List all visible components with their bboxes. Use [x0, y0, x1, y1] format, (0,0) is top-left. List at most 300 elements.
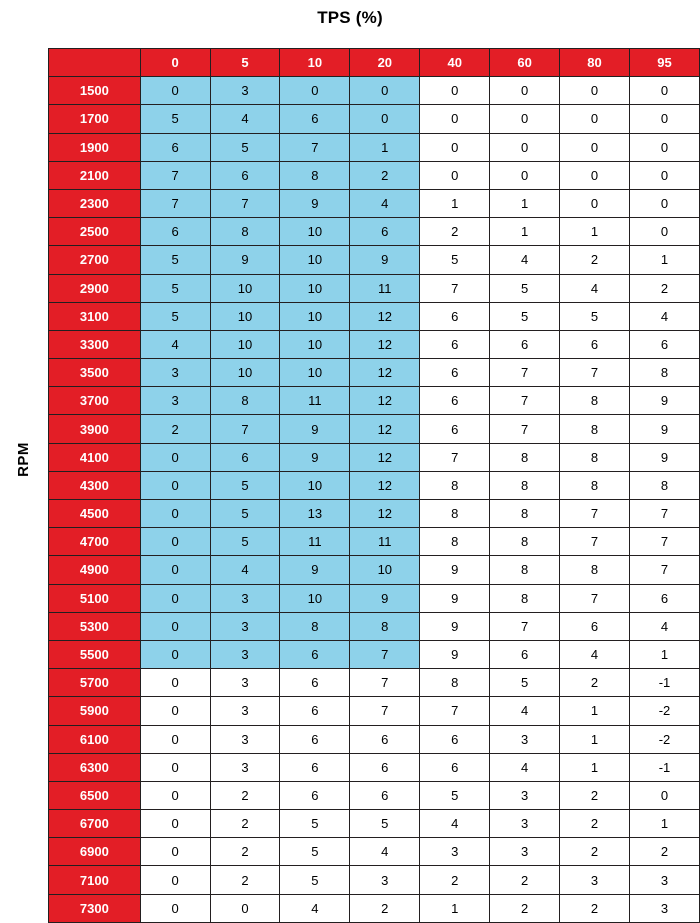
- table-cell: 7: [420, 443, 490, 471]
- table-cell: 11: [280, 387, 350, 415]
- row-header-rpm: 5100: [49, 584, 141, 612]
- table-cell: 7: [490, 359, 560, 387]
- table-cell: 7: [140, 161, 210, 189]
- row-header-rpm: 3700: [49, 387, 141, 415]
- row-header-rpm: 2100: [49, 161, 141, 189]
- table-row: [49, 781, 700, 809]
- table-corner-cell: [49, 49, 141, 77]
- table-row: [49, 246, 700, 274]
- table-cell: 6: [350, 753, 420, 781]
- table-cell: 8: [280, 161, 350, 189]
- table-row: [49, 640, 700, 668]
- table-cell: 10: [210, 302, 280, 330]
- table-cell: 8: [210, 218, 280, 246]
- table-cell: 1: [490, 189, 560, 217]
- column-header: 10: [280, 49, 350, 77]
- table-cell: 8: [629, 359, 699, 387]
- table-cell: 4: [280, 894, 350, 922]
- table-cell: 6: [350, 725, 420, 753]
- table-cell: 4: [560, 274, 630, 302]
- table-cell: 8: [420, 500, 490, 528]
- table-cell: 6: [210, 443, 280, 471]
- table-cell: 7: [420, 274, 490, 302]
- table-row: [49, 810, 700, 838]
- table-cell: 0: [350, 77, 420, 105]
- table-cell: 3: [490, 725, 560, 753]
- table-cell: 1: [629, 810, 699, 838]
- table-cell: 7: [420, 697, 490, 725]
- table-cell: 7: [350, 697, 420, 725]
- table-cell: 3: [350, 866, 420, 894]
- table-cell: 2: [210, 781, 280, 809]
- column-header: 95: [629, 49, 699, 77]
- row-header-rpm: 5500: [49, 640, 141, 668]
- table-cell: 4: [490, 697, 560, 725]
- table-cell: 5: [210, 500, 280, 528]
- table-cell: 9: [629, 443, 699, 471]
- table-cell: 3: [210, 697, 280, 725]
- table-cell: 9: [280, 415, 350, 443]
- table-cell: 6: [420, 415, 490, 443]
- table-cell: 0: [420, 161, 490, 189]
- table-cell: 0: [490, 161, 560, 189]
- table-cell: 0: [140, 753, 210, 781]
- table-cell: 3: [210, 612, 280, 640]
- table-cell: 6: [280, 697, 350, 725]
- table-cell: 12: [350, 359, 420, 387]
- table-cell: 1: [560, 753, 630, 781]
- table-cell: 6: [490, 640, 560, 668]
- table-cell: 11: [350, 528, 420, 556]
- table-cell: 10: [280, 302, 350, 330]
- row-header-rpm: 2700: [49, 246, 141, 274]
- table-cell: 5: [420, 246, 490, 274]
- table-cell: 5: [490, 302, 560, 330]
- table-cell: 10: [210, 330, 280, 358]
- table-cell: 7: [629, 556, 699, 584]
- table-cell: 7: [350, 640, 420, 668]
- table-cell: 8: [490, 556, 560, 584]
- table-cell: 2: [560, 810, 630, 838]
- table-cell: 2: [629, 838, 699, 866]
- table-body: [49, 77, 700, 923]
- table-cell: 7: [560, 528, 630, 556]
- column-header: 5: [210, 49, 280, 77]
- table-cell: 10: [280, 274, 350, 302]
- table-cell: 0: [629, 189, 699, 217]
- table-cell: 12: [350, 415, 420, 443]
- table-cell: 0: [629, 161, 699, 189]
- table-cell: 2: [350, 161, 420, 189]
- table-row: [49, 669, 700, 697]
- column-header: 20: [350, 49, 420, 77]
- table-cell: 6: [140, 218, 210, 246]
- table-cell: 4: [490, 246, 560, 274]
- table-cell: 0: [560, 189, 630, 217]
- table-cell: 0: [560, 161, 630, 189]
- table-cell: 7: [490, 612, 560, 640]
- table-cell: 3: [210, 725, 280, 753]
- row-header-rpm: 3500: [49, 359, 141, 387]
- table-cell: 5: [210, 133, 280, 161]
- table-cell: 6: [280, 781, 350, 809]
- table-cell: 6: [280, 640, 350, 668]
- table-cell: 0: [350, 105, 420, 133]
- table-row: [49, 612, 700, 640]
- table-cell: 0: [629, 105, 699, 133]
- table-cell: 2: [560, 781, 630, 809]
- table-cell: 0: [140, 810, 210, 838]
- table-cell: 4: [350, 838, 420, 866]
- table-cell: 8: [420, 528, 490, 556]
- table-cell: 12: [350, 330, 420, 358]
- table-cell: 5: [490, 669, 560, 697]
- table-cell: 8: [560, 387, 630, 415]
- table-cell: 3: [490, 781, 560, 809]
- table-row: [49, 443, 700, 471]
- table-cell: 0: [140, 556, 210, 584]
- table-cell: 8: [420, 471, 490, 499]
- table-cell: 6: [280, 669, 350, 697]
- table-cell: 3: [210, 669, 280, 697]
- table-cell: 7: [560, 500, 630, 528]
- table-cell: 0: [560, 133, 630, 161]
- table-row: [49, 189, 700, 217]
- table-cell: 8: [560, 415, 630, 443]
- row-header-rpm: 3100: [49, 302, 141, 330]
- table-cell: 4: [490, 753, 560, 781]
- table-cell: 0: [140, 612, 210, 640]
- table-cell: 4: [140, 330, 210, 358]
- table-row: [49, 302, 700, 330]
- column-header: 0: [140, 49, 210, 77]
- table-cell: 12: [350, 443, 420, 471]
- table-cell: 5: [490, 274, 560, 302]
- table-cell: 9: [629, 415, 699, 443]
- table-cell: 0: [490, 105, 560, 133]
- table-cell: 5: [140, 246, 210, 274]
- table-cell: -2: [629, 697, 699, 725]
- y-axis-label: [6, 0, 40, 918]
- row-header-rpm: 4900: [49, 556, 141, 584]
- table-cell: 0: [140, 697, 210, 725]
- table-cell: 2: [629, 274, 699, 302]
- row-header-rpm: 6900: [49, 838, 141, 866]
- table-cell: 6: [140, 133, 210, 161]
- table-cell: 8: [350, 612, 420, 640]
- row-header-rpm: 2500: [49, 218, 141, 246]
- table-row: [49, 584, 700, 612]
- table-cell: 12: [350, 302, 420, 330]
- table-cell: 5: [420, 781, 490, 809]
- table-cell: 9: [420, 640, 490, 668]
- table-cell: 0: [140, 500, 210, 528]
- table-row: [49, 387, 700, 415]
- table-cell: -2: [629, 725, 699, 753]
- table-cell: 3: [210, 753, 280, 781]
- table-cell: 0: [629, 781, 699, 809]
- table-cell: -1: [629, 669, 699, 697]
- table-cell: 0: [280, 77, 350, 105]
- table-cell: 9: [210, 246, 280, 274]
- column-header: 40: [420, 49, 490, 77]
- row-header-rpm: 5900: [49, 697, 141, 725]
- table-cell: 6: [280, 725, 350, 753]
- table-cell: 2: [140, 415, 210, 443]
- table-cell: 0: [420, 133, 490, 161]
- table-cell: 10: [280, 471, 350, 499]
- table-cell: 8: [560, 471, 630, 499]
- table-cell: 5: [280, 838, 350, 866]
- table-cell: 9: [350, 584, 420, 612]
- table-cell: 0: [629, 77, 699, 105]
- table-cell: 8: [560, 556, 630, 584]
- table-cell: 4: [210, 556, 280, 584]
- row-header-rpm: 5700: [49, 669, 141, 697]
- table-cell: 6: [210, 161, 280, 189]
- table-cell: 2: [210, 838, 280, 866]
- table-cell: 3: [140, 359, 210, 387]
- table-cell: 10: [280, 584, 350, 612]
- table-cell: 0: [420, 105, 490, 133]
- row-header-rpm: 1900: [49, 133, 141, 161]
- table-cell: 7: [560, 584, 630, 612]
- table-cell: 6: [420, 753, 490, 781]
- table-cell: 3: [210, 584, 280, 612]
- table-cell: 12: [350, 500, 420, 528]
- table-cell: 8: [560, 443, 630, 471]
- table-cell: 3: [490, 810, 560, 838]
- table-row: [49, 697, 700, 725]
- table-cell: 7: [490, 415, 560, 443]
- table-cell: 2: [560, 894, 630, 922]
- table-cell: 3: [560, 866, 630, 894]
- table-cell: 8: [490, 471, 560, 499]
- table-cell: 8: [210, 387, 280, 415]
- table-cell: 8: [420, 669, 490, 697]
- table-cell: 5: [210, 471, 280, 499]
- row-header-rpm: 6300: [49, 753, 141, 781]
- table-row: [49, 500, 700, 528]
- table-cell: 9: [350, 246, 420, 274]
- table-cell: 4: [629, 612, 699, 640]
- table-row: [49, 77, 700, 105]
- table-row: [49, 105, 700, 133]
- table-cell: 5: [140, 302, 210, 330]
- table-row: [49, 133, 700, 161]
- table-cell: 9: [420, 584, 490, 612]
- table-cell: 7: [490, 387, 560, 415]
- table-cell: 4: [420, 810, 490, 838]
- table-cell: 8: [490, 443, 560, 471]
- table-cell: 12: [350, 471, 420, 499]
- table-cell: 9: [280, 443, 350, 471]
- table-cell: 4: [629, 302, 699, 330]
- row-header-rpm: 2300: [49, 189, 141, 217]
- row-header-rpm: 1700: [49, 105, 141, 133]
- table-cell: 7: [560, 359, 630, 387]
- table-cell: 5: [140, 274, 210, 302]
- table-row: [49, 725, 700, 753]
- page-title: TPS (%): [317, 8, 383, 27]
- table-cell: 8: [629, 471, 699, 499]
- table-cell: 10: [210, 274, 280, 302]
- table-cell: 8: [490, 500, 560, 528]
- table-cell: 3: [210, 640, 280, 668]
- table-cell: 0: [140, 866, 210, 894]
- table-cell: 0: [490, 77, 560, 105]
- row-header-rpm: 6500: [49, 781, 141, 809]
- table-cell: 4: [350, 189, 420, 217]
- table-cell: 0: [140, 471, 210, 499]
- table-cell: 2: [420, 218, 490, 246]
- table-row: [49, 471, 700, 499]
- table-row: [49, 161, 700, 189]
- table-cell: 6: [420, 359, 490, 387]
- table-cell: 6: [350, 781, 420, 809]
- table-cell: 5: [280, 866, 350, 894]
- table-cell: 7: [210, 415, 280, 443]
- table-cell: 1: [420, 894, 490, 922]
- table-cell: 6: [350, 218, 420, 246]
- table-cell: 5: [280, 810, 350, 838]
- table-cell: 10: [210, 359, 280, 387]
- table-row: [49, 415, 700, 443]
- table-cell: 6: [490, 330, 560, 358]
- table-cell: 3: [420, 838, 490, 866]
- table-cell: 2: [210, 810, 280, 838]
- table-cell: 2: [420, 866, 490, 894]
- row-header-rpm: 4500: [49, 500, 141, 528]
- table-row: [49, 359, 700, 387]
- table-cell: 5: [210, 528, 280, 556]
- table-cell: 0: [629, 218, 699, 246]
- column-header: 80: [560, 49, 630, 77]
- table-cell: 6: [420, 725, 490, 753]
- table-cell: 1: [560, 218, 630, 246]
- table-cell: 0: [490, 133, 560, 161]
- table-cell: 10: [350, 556, 420, 584]
- table-cell: 1: [420, 189, 490, 217]
- table-cell: 9: [420, 556, 490, 584]
- table-cell: 6: [420, 387, 490, 415]
- table-cell: 2: [560, 669, 630, 697]
- table-cell: 0: [140, 640, 210, 668]
- table-cell: 7: [280, 133, 350, 161]
- row-header-rpm: 7300: [49, 894, 141, 922]
- row-header-rpm: 2900: [49, 274, 141, 302]
- table-cell: 0: [629, 133, 699, 161]
- row-header-rpm: 4100: [49, 443, 141, 471]
- table-cell: 2: [210, 866, 280, 894]
- table-row: [49, 753, 700, 781]
- table-cell: 5: [350, 810, 420, 838]
- row-header-rpm: 3900: [49, 415, 141, 443]
- table-cell: 0: [140, 528, 210, 556]
- table-cell: 8: [280, 612, 350, 640]
- table-cell: 5: [560, 302, 630, 330]
- row-header-rpm: 6700: [49, 810, 141, 838]
- table-cell: 5: [140, 105, 210, 133]
- table-cell: 9: [629, 387, 699, 415]
- table-cell: 6: [420, 302, 490, 330]
- table-cell: 11: [350, 274, 420, 302]
- row-header-rpm: 1500: [49, 77, 141, 105]
- table-cell: 6: [629, 584, 699, 612]
- table-cell: 3: [210, 77, 280, 105]
- table-cell: 1: [629, 246, 699, 274]
- table-cell: 6: [280, 753, 350, 781]
- table-cell: 11: [280, 528, 350, 556]
- table-cell: 0: [140, 669, 210, 697]
- table-cell: 10: [280, 330, 350, 358]
- table-cell: 9: [280, 189, 350, 217]
- row-header-rpm: 5300: [49, 612, 141, 640]
- table-row: [49, 274, 700, 302]
- table-cell: 6: [629, 330, 699, 358]
- table-row: [49, 528, 700, 556]
- table-header-row: [49, 49, 700, 77]
- table-cell: 0: [140, 725, 210, 753]
- table-cell: 2: [490, 894, 560, 922]
- table-cell: 0: [140, 838, 210, 866]
- table-cell: 1: [560, 697, 630, 725]
- table-cell: 6: [560, 330, 630, 358]
- table-cell: 13: [280, 500, 350, 528]
- table-cell: 2: [350, 894, 420, 922]
- table-cell: 3: [490, 838, 560, 866]
- table-cell: 7: [350, 669, 420, 697]
- table-cell: 2: [560, 246, 630, 274]
- row-header-rpm: 7100: [49, 866, 141, 894]
- table-cell: 9: [420, 612, 490, 640]
- table-cell: 2: [560, 838, 630, 866]
- table-cell: 8: [490, 584, 560, 612]
- data-table: [48, 48, 700, 923]
- table-cell: 0: [140, 443, 210, 471]
- column-header: 60: [490, 49, 560, 77]
- table-cell: 1: [629, 640, 699, 668]
- table-cell: 6: [280, 105, 350, 133]
- table-row: [49, 218, 700, 246]
- table-cell: 0: [140, 894, 210, 922]
- table-cell: 2: [490, 866, 560, 894]
- table-cell: 4: [560, 640, 630, 668]
- table-cell: 10: [280, 218, 350, 246]
- table-cell: 7: [629, 500, 699, 528]
- row-header-rpm: 4700: [49, 528, 141, 556]
- table-cell: 1: [490, 218, 560, 246]
- y-axis-label-text: RPM: [14, 441, 32, 477]
- table-cell: 1: [350, 133, 420, 161]
- table-cell: 0: [140, 77, 210, 105]
- table-cell: 7: [210, 189, 280, 217]
- table-row: [49, 330, 700, 358]
- table-cell: 0: [210, 894, 280, 922]
- table-cell: 10: [280, 359, 350, 387]
- table-row: [49, 838, 700, 866]
- table-cell: 0: [560, 77, 630, 105]
- table-cell: 12: [350, 387, 420, 415]
- table-cell: 0: [140, 584, 210, 612]
- table-cell: 1: [560, 725, 630, 753]
- table-cell: 3: [629, 866, 699, 894]
- row-header-rpm: 4300: [49, 471, 141, 499]
- table-cell: 10: [280, 246, 350, 274]
- table-cell: 3: [629, 894, 699, 922]
- table-row: [49, 866, 700, 894]
- table-cell: 7: [629, 528, 699, 556]
